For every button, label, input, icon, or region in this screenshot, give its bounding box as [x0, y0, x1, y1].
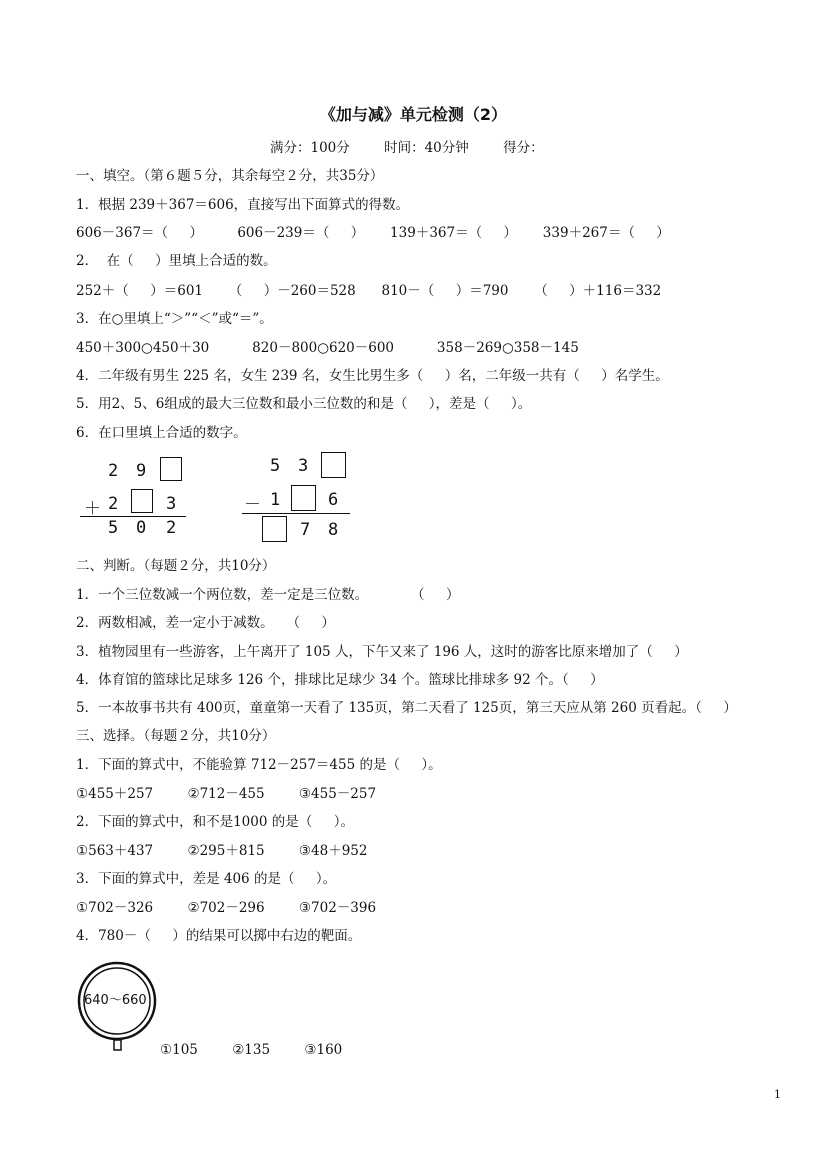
p1-operator: ＋: [84, 499, 101, 519]
s3-q2-options: ①563＋437 ②295＋815 ③48＋952: [76, 843, 368, 859]
s3-q4-options: ①105 ②135 ③160: [160, 1042, 343, 1058]
p2-res-hundreds-box[interactable]: [262, 516, 287, 542]
s3-q3-options: ①702－326 ②702－296 ③702－396: [76, 900, 377, 916]
p1-top-hundreds: 2: [108, 461, 119, 481]
p2-mid-ones: 6: [328, 490, 339, 510]
p1-mid-tens-box[interactable]: [131, 489, 153, 513]
p1-res-ones: 2: [166, 518, 177, 538]
p1-res-tens: 0: [136, 518, 147, 538]
page-title: 《加与减》单元检测（2）: [319, 105, 508, 124]
p2-operator: －: [244, 495, 261, 515]
p1-mid-hundreds: 2: [108, 494, 119, 514]
score-meta: 满分：100分 时间：40分钟 得分：: [270, 140, 544, 156]
s1-q3: 3．在○里填上“＞”“＜”或“＝”。: [76, 311, 273, 327]
p2-mid-hundreds: 1: [270, 490, 281, 510]
p1-rule: [80, 516, 186, 517]
s2-item-2: 2．两数相减，差一定小于减数。 （ ）: [76, 615, 335, 631]
p2-top-tens: 3: [298, 456, 309, 476]
s2-item-5: 5．一本故事书共有 400页，童童第一天看了 135页，第二天看了 125页，第三天应从第 260 页看起。（ ）: [76, 700, 737, 716]
p1-res-hundreds: 5: [108, 518, 119, 538]
p2-res-ones: 8: [328, 520, 339, 540]
page-number: 1: [774, 1088, 781, 1101]
s1-q5: 5．用2、5、6组成的最大三位数和最小三位数的和是（ ），差是（ ）。: [76, 396, 532, 412]
s3-q1: 1．下面的算式中，不能验算 712－257＝455 的是（ ）。: [76, 757, 442, 773]
target-label: 640～660: [84, 993, 147, 1008]
s3-q4: 4．780－（ ）的结果可以掷中右边的靶面。: [76, 928, 362, 944]
s3-q1-options: ①455＋257 ②712－455 ③455－257: [76, 786, 377, 802]
s1-q1-items: 606－367＝（ ） 606－239＝（ ） 139＋367＝（ ） 339＋267＝（ ）: [76, 225, 670, 241]
p1-mid-ones: 3: [166, 494, 177, 514]
s1-q2-items: 252＋（ ）＝601 （ ）－260＝528 810－（ ）＝790 （ ）＋116＝332: [76, 283, 662, 299]
p2-top-ones-box[interactable]: [321, 452, 346, 478]
p2-mid-tens-box[interactable]: [291, 485, 316, 511]
section-2-heading: 二、判断。（每题２分，共10分）: [76, 558, 276, 574]
s1-q6: 6．在口里填上合适的数字。: [76, 425, 247, 441]
section-3-heading: 三、选择。（每题２分，共10分）: [76, 728, 276, 744]
p2-rule: [242, 513, 350, 514]
p2-top-hundreds: 5: [270, 456, 281, 476]
s2-item-4: 4．体育馆的篮球比足球多 126 个，排球比足球少 34 个。篮球比排球多 92 个。（ ）: [76, 672, 604, 688]
s1-q3-items: 450＋300○450＋30 820－800○620－600 358－269○358－145: [76, 340, 579, 356]
p1-top-tens: 9: [136, 461, 147, 481]
section-1-heading: 一、填空。（第６题５分，其余每空２分，共35分）: [76, 168, 384, 184]
s1-q1: 1．根据 239＋367＝606，直接写出下面算式的得数。: [76, 197, 410, 213]
p2-res-tens: 7: [300, 520, 311, 540]
s1-q4: 4．二年级有男生 225 名，女生 239 名，女生比男生多（ ）名，二年级一共有（ ）名学生。: [76, 368, 669, 384]
s3-q3: 3．下面的算式中，差是 406 的是（ ）。: [76, 871, 337, 887]
s2-item-3: 3．植物园里有一些游客，上午离开了 105 人，下午又来了 196 人，这时的游客比原来增加了（ ）: [76, 644, 688, 660]
s2-item-1: 1．一个三位数减一个两位数，差一定是三位数。 （ ）: [76, 587, 460, 603]
s3-q2: 2．下面的算式中，和不是1000 的是（ ）。: [76, 814, 354, 830]
p1-top-ones-box[interactable]: [160, 457, 182, 481]
s1-q2: 2． 在（ ）里填上合适的数。: [76, 253, 277, 269]
